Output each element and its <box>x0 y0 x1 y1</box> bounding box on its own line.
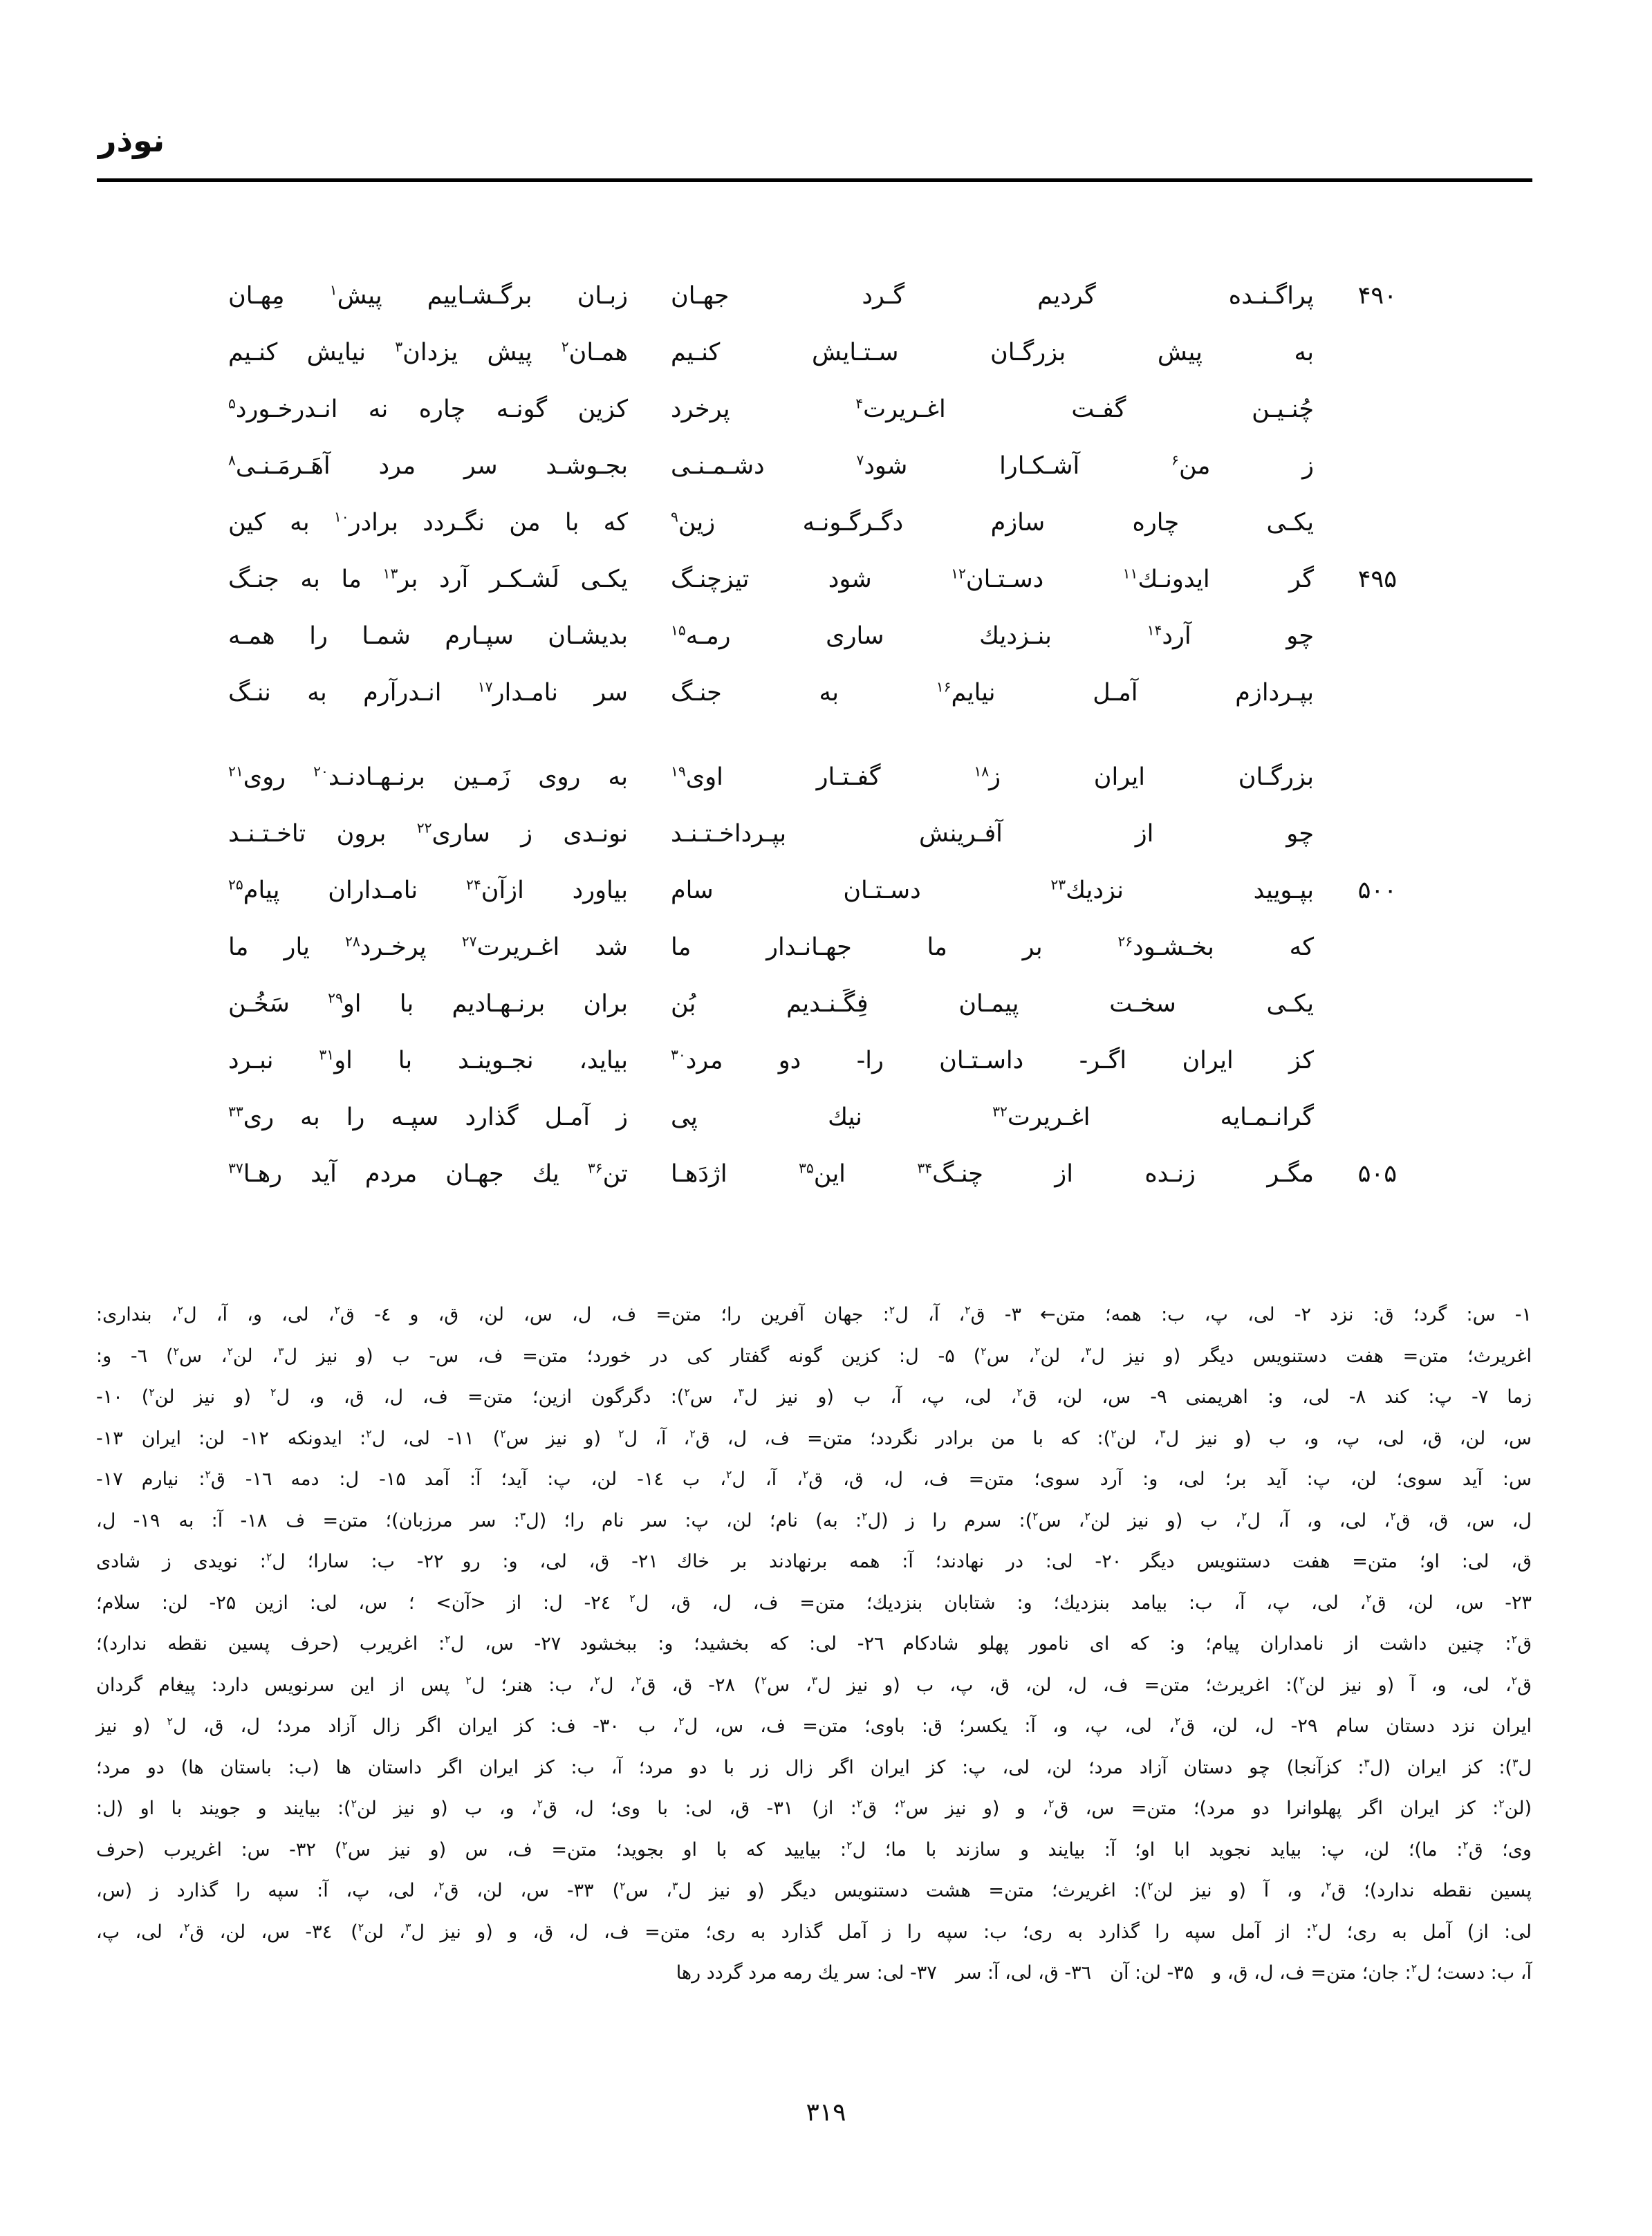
hemistich-left: بران برنـهـادیم با او$^{۲۹}$ سَخُـن <box>228 989 628 1018</box>
footnote-marker: ۲ <box>629 1591 635 1605</box>
couplet-row <box>228 452 1397 509</box>
footnote-marker: ۳ <box>1160 1426 1166 1440</box>
hemistich-right: یکـی سخـت پیمـان فِگَـنـدیم بُن <box>671 990 1314 1018</box>
footnote-marker: ۳۶ <box>587 1159 603 1177</box>
footnote-marker: ۲ <box>149 1386 155 1399</box>
footnote-marker: ۳ <box>519 1509 526 1522</box>
hemistich-right: پراگـنـده گردیم گـرد جهـان <box>671 282 1314 310</box>
hemistich-left: زبـان برگـشـاییم پیش$^۱$ مِهـان <box>228 281 628 310</box>
footnote-marker: ۳۷ <box>228 1159 243 1177</box>
footnote-marker: ۲ <box>1111 1426 1117 1440</box>
footnote-marker: ۲ <box>620 1879 626 1892</box>
footnote-marker: ۲۷ <box>461 933 477 950</box>
footnote-marker: ۲ <box>1312 1920 1318 1934</box>
hemistich-left: بدیشـان سپـارم شمـا را همـه <box>228 622 628 650</box>
footnote-marker: ۱۶ <box>936 678 952 696</box>
footnote-marker: ۲ <box>358 1920 364 1934</box>
footnote-marker: ۲ <box>537 1797 544 1810</box>
hemistich-left: ز آمـل گذارد سپـه را به ری$^{۳۳}$ <box>228 1103 628 1131</box>
hemistich-left: بیاورد ازآن$^{۲۴}$ نامـداران پیام$^{۲۵}$ <box>228 876 628 904</box>
couplet-row <box>228 990 1397 1047</box>
footnote-marker: ۲ <box>802 1468 809 1481</box>
footnote-marker: ۲ <box>205 1468 211 1481</box>
footnote-marker: ۲۹ <box>328 989 343 1007</box>
apparatus-line: ۱- س: گرد؛ ق: نزد ۲- لی، پ، ب: همه؛ متن← ۳- ق$^۲$، آ، ل$^۲$: جهان آفرین را؛ متن= ف، ل، س، لن، ق، و ٤- ق$^۲$، لی، و، آ، ل$^۲$، بنداری: <box>96 1303 1532 1325</box>
footnote-marker: ۲ <box>678 1715 685 1728</box>
running-header-title: نوذر <box>98 122 165 159</box>
stanza <box>228 763 1397 1217</box>
footnote-marker: ۲ <box>173 1344 180 1358</box>
footnote-marker: ۲ <box>684 1386 690 1399</box>
apparatus-line: س، لن، ق، لی، پ، و، ب (و نیز ل$^۳$، لن$^۲$): که با من برادر نگردد؛ متن= ف، ل، ق$^۲$، آ، ل$^۲$ (و نیز س$^۲$) ۱۱- لی، ل$^۲$: ایدونکه ۱۲- لن: ایران ۱۳- <box>96 1426 1532 1449</box>
footnote-marker: ۲ <box>689 1426 696 1440</box>
verse-number: ۵۰۰ <box>1357 877 1397 904</box>
couplet-row <box>228 820 1397 877</box>
footnote-marker: ۲ <box>1174 1715 1181 1728</box>
verse-number: ۴۹۰ <box>1357 282 1397 310</box>
footnote-marker: ۳۴ <box>917 1159 933 1177</box>
footnote-marker: ۲۰ <box>313 763 328 780</box>
footnote-marker: ۳ <box>738 1386 744 1399</box>
footnote-marker: ۱ <box>329 281 337 299</box>
hemistich-right: ز من$^۶$ آشـکـارا شود$^۷$ دشـمـنـی <box>671 451 1314 480</box>
footnote-marker: ۲ <box>1511 1673 1518 1687</box>
footnote-marker: ۲ <box>1147 1879 1153 1892</box>
footnote-marker: ۲ <box>1241 1509 1247 1522</box>
verse-number: ۵۰۵ <box>1357 1160 1397 1188</box>
footnote-marker: ۴ <box>855 395 864 412</box>
couplet-row <box>228 763 1397 820</box>
footnote-marker: ۲ <box>900 1797 906 1810</box>
hemistich-left: همـان$^۲$ پیش یزدان$^۳$ نیایش کنـیم <box>228 338 628 366</box>
footnote-marker: ۲ <box>1299 1673 1306 1687</box>
hemistich-right: چو آرد$^{۱۴}$ بنـزدیك ساری رمـه$^{۱۵}$ <box>671 622 1314 650</box>
footnote-marker: ۲۶ <box>1117 933 1133 950</box>
footnote-marker: ۲ <box>561 338 569 355</box>
hemistich-left: نونـدی ز ساری$^{۲۲}$ برون تاخـتـنـد <box>228 819 628 848</box>
apparatus-line: پسین نقطه ندارد)؛ ق$^۲$، و، آ (و نیز لن$^۲$): اغریرث؛ متن= هشت دستنویس دیگر (و نیز ل$^۳$، س$^۲$) ۳۳- س، لن، ق$^۲$، لی، پ، آ: سپه را گذارد ز (س، <box>96 1879 1532 1901</box>
hemistich-left: کزین گونـه چاره نه انـدرخـورد$^۵$ <box>228 395 628 423</box>
footnote-marker: ۲۵ <box>228 876 243 893</box>
hemistich-left: یکـی لَشـکـر آرد بر$^{۱۳}$ ما به جنـگ <box>228 565 628 593</box>
footnote-marker: ۲ <box>1034 1344 1041 1358</box>
footnote-marker: ۲ <box>1366 1591 1372 1605</box>
footnote-marker: ۲ <box>618 1426 624 1440</box>
couplet-row <box>228 509 1397 566</box>
footnote-marker: ۲ <box>846 1838 853 1852</box>
footnote-marker: ۲۳ <box>1050 876 1066 893</box>
footnote-marker: ۳ <box>1512 1755 1519 1769</box>
footnote-marker: ۲۸ <box>345 933 360 950</box>
footnote-marker: ۳ <box>811 1673 818 1687</box>
footnote-marker: ۲ <box>266 1550 272 1563</box>
footnote-marker: ۱۵ <box>671 622 686 639</box>
hemistich-right: بپـردازم آمـل نیایم$^{۱۶}$ به جنـگ <box>671 678 1314 707</box>
footnote-marker: ۲ <box>1511 1632 1518 1646</box>
footnote-marker: ۱۲ <box>951 565 966 582</box>
footnote-marker: ۲ <box>445 1632 451 1646</box>
footnote-marker: ۱۸ <box>974 763 990 780</box>
apparatus-line: ایران نزد دستان سام ۲۹- ل، لن، ق$^۲$، لی، پ، و، آ: یکسر؛ ق: باوی؛ متن= ف، س، ل$^۲$، ب ۳۰- ف: کز ایران اگر زال آزاد مرد؛ ل، ق، ل$^۲$ (و نیز <box>96 1715 1532 1737</box>
footnote-marker: ۲ <box>351 1797 358 1810</box>
hemistich-right: گر ایدونـك$^{۱۱}$ دسـتـان$^{۱۲}$ شود تیزچنـگ <box>671 565 1314 593</box>
footnote-marker: ۱۴ <box>1147 622 1162 639</box>
hemistich-left: بیاید، نجـوینـد با او$^{۳۱}$ نبـرد <box>228 1046 628 1074</box>
hemistich-right: یکـی چاره سازم دگـرگـونـه زین$^۹$ <box>671 508 1314 537</box>
footnote-marker: ۲ <box>227 1344 233 1358</box>
hemistich-left: بجـوشـد سر مرد آهَـرمَـنـی$^۸$ <box>228 451 628 480</box>
footnote-marker: ۳ <box>405 1920 411 1934</box>
footnote-marker: ۲ <box>465 1673 472 1687</box>
apparatus-line: ل$^۳$): کز ایران (ل$^۳$: کزآنجا) چو دستان آزاد مرد؛ لن، لی، پ: کز ایران اگر زال زر با دو مرد؛ آ، ب: کز ایران اگر داستان ها (ب: باستان ها) دو مرد؛ <box>96 1755 1532 1778</box>
apparatus-line: ق$^۲$، لی، و، آ (و نیز لن$^۲$): اغریرث؛ متن= ف، ل، لن، ق، پ، ب (و نیز ل$^۳$، س$^۲$) ۲۸- ق، ق$^۲$، ل$^۲$، ب: هنر؛ ل$^۲$ پس از این سرنویس دارد: پیغام گردان <box>96 1673 1532 1696</box>
hemistich-right: گرانـمـایه اغـریرت$^{۳۲}$ نیك پی <box>671 1103 1314 1131</box>
footnote-marker: ۲ <box>183 1920 190 1934</box>
apparatus-line: لی: از) آمل به ری؛ ل$^۲$: از آمل سپه را گذارد به ری؛ ب: سپه را ز آمل گذارد به ری؛ متن= ف، ل، ق، و (و نیز ل$^۳$، لن$^۲$) ۳٤- س، لن، ق$^۲$، لی، پ، <box>96 1920 1532 1943</box>
footnote-marker: ۳۵ <box>799 1159 814 1177</box>
apparatus-line: ق، لی: او؛ متن= هفت دستنویس دیگر ۲۰- لی: در نهادند؛ آ: همه برنهادند بر خاك ۲۱- ق، لی، و: رو ۲۲- ب: سارا؛ ل$^۲$: نویدی ز شادی <box>96 1550 1532 1572</box>
footnote-marker: ۲ <box>1411 1962 1418 1975</box>
footnote-marker: ۲۱ <box>228 763 243 780</box>
couplet-row <box>228 933 1397 990</box>
footnote-marker: ۲۴ <box>465 876 481 893</box>
footnote-marker: ۱۳ <box>382 565 398 582</box>
footnote-marker: ۲ <box>1463 1838 1469 1852</box>
verse-number: ۴۹۵ <box>1357 566 1397 593</box>
footnote-marker: ۳ <box>395 338 403 355</box>
hemistich-left: شد اغـریرت$^{۲۷}$ پرخـرد$^{۲۸}$ یار ما <box>228 933 629 961</box>
apparatus-line: زما ۷- پ: کند ۸- لی، و: اهریمنی ۹- س، لن، ق$^۲$، لی، پ، آ، ب (و نیز ل$^۳$، س$^۲$): دگرگون ازین؛ متن= ف، ل، ق، و، ل$^۲$ (و نیز لن$^۲$) ۱۰- <box>96 1386 1532 1408</box>
header-rule <box>97 178 1532 182</box>
couplet-row <box>228 1160 1397 1217</box>
footnote-marker: ۲ <box>342 1838 348 1852</box>
hemistich-right: بپـویید نزدیك$^{۲۳}$ دسـتـان سام <box>671 876 1314 904</box>
footnote-marker: ۲ <box>594 1673 600 1687</box>
footnote-marker: ۸ <box>228 451 236 469</box>
footnote-marker: ۲ <box>1390 1509 1396 1522</box>
footnote-marker: ۲ <box>167 1715 173 1728</box>
hemistich-right: بزرگـان ایران ز$^{۱۸}$ گفـتـار اوی$^{۱۹}$ <box>671 763 1314 791</box>
couplet-row <box>228 339 1397 395</box>
footnote-marker: ۲ <box>1048 1797 1055 1810</box>
footnote-marker: ۲ <box>761 1673 767 1687</box>
hemistich-left: سر نامـدار$^{۱۷}$ انـدرآرم به ننـگ <box>228 678 628 707</box>
footnote-marker: ۳۱ <box>319 1046 335 1063</box>
footnote-marker: ۳۲ <box>992 1103 1008 1120</box>
couplet-row <box>228 877 1397 933</box>
apparatus-line: ۲۳- س، لن، ق$^۲$، لی، پ، آ، ب: بیامد بنزدیك؛ و: شتابان بنزدیك؛ متن= ف، ل، ق، ل$^۲$ ۲٤- ل: از <آن> ؛ س، لی: ازین ۲۵- لن: سلام؛ <box>96 1591 1532 1614</box>
couplet-row <box>228 1103 1397 1160</box>
couplet-row <box>228 1047 1397 1103</box>
apparatus-line: س: آید سوی؛ لن، پ: آید بر؛ لی، و: آرد سوی؛ متن= ف، ل، ق، ق$^۲$، آ، ل$^۲$، ب ۱٤- لن، پ: آید؛ آ: آمد ۱۵- ل: دمه ۱٦- ق$^۲$: نیارم ۱۷- <box>96 1468 1532 1490</box>
footnote-marker: ۲ <box>1017 1386 1023 1399</box>
footnote-marker: ۱۷ <box>477 678 493 696</box>
apparatus-line: ل، س، ق، ق$^۲$، لی، و، آ، ل$^۲$، ب (و نیز لن$^۲$، س$^۲$): سرم را ز (ل$^۲$: به) نام؛ لن، پ: سر نام را؛ (ل$^۳$: سر مرزبان)؛ متن= ف ۱۸- آ: به ۱۹- ل، <box>96 1509 1532 1531</box>
hemistich-left: به روی زَمـین برنـهـادنـد$^{۲۰}$ روی$^{۲۱}$ <box>228 763 628 791</box>
hemistich-right: چو از آفـرینش بپـرداخـتـنـد <box>671 820 1314 848</box>
hemistich-right: مگـر زنـده از چنـگ$^{۳۴}$ این$^{۳۵}$ اژدَهـا <box>671 1159 1315 1188</box>
hemistich-right: به پیش بزرگـان سـتـایش کنـیم <box>671 339 1314 366</box>
apparatus-line: ق$^۲$: چنین داشت از نامداران پیام؛ و: که ای نامور پهلو شادکام ۲٦- لی: که بخشید؛ و: ببخشود ۲۷- س، ل$^۲$: اغریرب (حرف پسین نقطه ندارد)؛ <box>96 1632 1532 1655</box>
footnote-marker: ۲ <box>1032 1509 1039 1522</box>
couplet-row <box>228 282 1397 339</box>
footnote-marker: ۲ <box>366 1426 372 1440</box>
footnote-marker: ۲ <box>725 1468 732 1481</box>
footnote-marker: ۲ <box>500 1426 506 1440</box>
footnote-marker: ۳ <box>278 1344 284 1358</box>
couplet-row <box>228 395 1397 452</box>
footnote-marker: ۳۳ <box>228 1103 243 1120</box>
footnote-marker: ۱۹ <box>671 763 686 780</box>
footnote-marker: ۲ <box>177 1303 183 1316</box>
couplet-row <box>228 566 1397 622</box>
footnote-marker: ۲ <box>981 1344 987 1358</box>
footnote-marker: ۶ <box>1171 451 1179 469</box>
footnote-marker: ۲ <box>862 1509 868 1522</box>
critical-apparatus <box>96 1294 1532 1994</box>
couplet-row <box>228 679 1397 736</box>
hemistich-left: که با من نگـردد برادر$^{۱۰}$ به کین <box>228 508 629 537</box>
footnote-marker: ۲۲ <box>416 819 432 837</box>
hemistich-right: چُنـیـن گفـت اغـریرت$^۴$ پرخرد <box>671 395 1314 423</box>
hemistich-left: تن$^{۳۶}$ یك جهـان مردم آید رهـا$^{۳۷}$ <box>228 1159 628 1188</box>
page-number: ۳۱۹ <box>806 2098 846 2127</box>
footnote-marker: ۳ <box>1085 1344 1092 1358</box>
couplet-row <box>228 622 1397 679</box>
footnote-marker: ۳ <box>1364 1755 1370 1769</box>
footnote-marker: ۹ <box>671 508 678 525</box>
footnote-marker: ۲ <box>1498 1797 1505 1810</box>
footnote-marker: ۳ <box>671 1879 678 1892</box>
footnote-marker: ۲ <box>1326 1879 1332 1892</box>
footnote-marker: ۳۰ <box>671 1046 686 1063</box>
apparatus-line: (لن$^۲$: کز ایران اگر پهلوانرا دو مرد)؛ متن= س، ق$^۲$، و (و نیز س$^۲$؛ ق$^۲$: از) ۳۱- ق، لی: با وی؛ ل، ق$^۲$، و، ب (و نیز لن$^۲$): بیایند و جویند با او (ل: <box>96 1797 1532 1819</box>
footnote-marker: ۲ <box>635 1673 642 1687</box>
footnote-marker: ۷ <box>856 451 864 469</box>
hemistich-right: کز ایران اگـر- داسـتـان را- دو مرد$^{۳۰}$ <box>671 1046 1314 1074</box>
stanza <box>228 282 1397 736</box>
footnote-marker: ۱۱ <box>1122 565 1138 582</box>
apparatus-line: اغریرث؛ متن= هفت دستنویس دیگر (و نیز ل$^۳$، لن$^۲$، س$^۲$) ۵- ل: کزین گونه گفتار کی در خورد؛ متن= ف، س- ب (و نیز ل$^۳$، لن$^۲$، س$^۲$) ٦- و: <box>96 1344 1532 1367</box>
apparatus-line: وی؛ ق$^۲$: ما)؛ لن، پ: بیاید نجوید ابا او؛ آ: بیایند و سازند با ما؛ ل$^۲$: بیایید که با او بجوید؛ متن= ف، س (و نیز س$^۲$) ۳۲- س: اغریرب (حرف <box>96 1838 1532 1861</box>
footnote-marker: ۲ <box>889 1303 895 1316</box>
footnote-marker: ۵ <box>228 395 236 412</box>
footnote-marker: ۲ <box>1084 1509 1090 1522</box>
hemistich-right: که بخـشـود$^{۲۶}$ بر ما جهـانـدار ما <box>671 933 1314 961</box>
footnote-marker: ۲ <box>438 1879 445 1892</box>
poem <box>228 282 1397 1217</box>
footnote-marker: ۲ <box>856 1797 863 1810</box>
apparatus-line: آ، ب: دست؛ ل$^۲$: جان؛ متن= ف، ل، ق، و ۳۵- لن: آن ۳٦- ق، لی، آ: سر ۳۷- لی: سر یك رمه مرد گردد رها <box>676 1962 1532 1984</box>
footnote-marker: ۲ <box>334 1303 340 1316</box>
footnote-marker: ۲ <box>270 1386 277 1399</box>
footnote-marker: ۱۰ <box>333 508 349 525</box>
footnote-marker: ۲ <box>965 1303 971 1316</box>
